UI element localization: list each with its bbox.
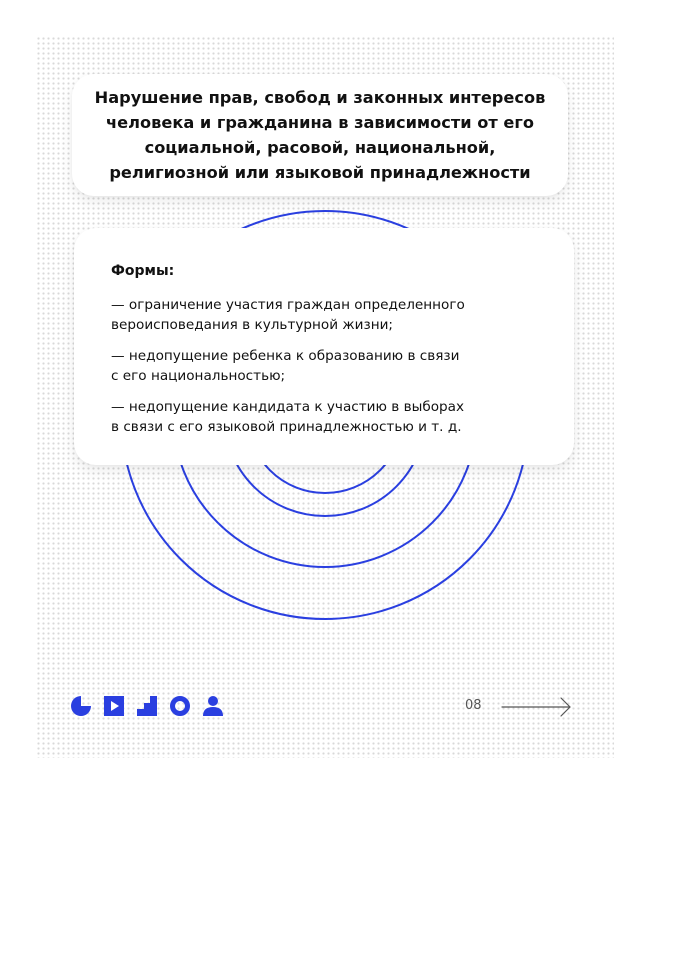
page-title: Нарушение прав, свобод и законных интересов человека и гражданина в зависимости от его социальной, расовой, национальной, религиозной или языковой принадлежности	[94, 88, 546, 182]
page-number: 08	[465, 698, 482, 713]
forms-heading: Формы:	[111, 263, 175, 279]
play-icon	[103, 695, 125, 717]
footer-icons	[70, 695, 224, 717]
stairs-icon	[136, 695, 158, 717]
forms-item: — недопущение кандидата к участию в выборах в связи с его языковой принадлежностью и т. д.	[111, 399, 465, 435]
forms-item: — ограничение участия граждан определенного вероисповедания в культурной жизни;	[111, 297, 465, 333]
person-icon	[202, 695, 224, 717]
ring-icon	[169, 695, 191, 717]
arrow-right-icon[interactable]	[500, 696, 574, 718]
title-card	[72, 74, 568, 196]
forms-item: — недопущение ребенка к образованию в связи с его национальностью;	[111, 348, 460, 384]
pie-icon	[70, 695, 92, 717]
forms-card	[74, 228, 574, 465]
